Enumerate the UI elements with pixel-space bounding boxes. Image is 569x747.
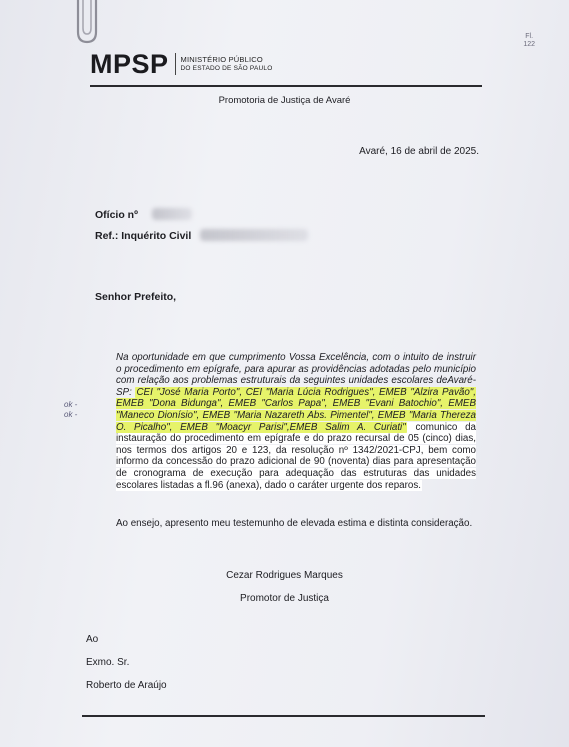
logo-separator bbox=[175, 53, 176, 75]
addressee-name: Roberto de Araújo bbox=[86, 680, 167, 691]
body-rest: comunico da instauração do procedimento em epígrafe e do prazo recursal de 05 (cinco) dias, nos termos dos artigos 20 e 123, da resolução nº 1342/2021-CPJ, bem como informo da concessão do prazo adicional de 90 (noventa) dias para apresentação de cronograma de execução para adequação das estruturas das unidades escolares listadas a fl.96 (anexa), dado o caráter urgente dos reparos. bbox=[116, 421, 476, 491]
mpsp-logo bbox=[90, 50, 272, 78]
oficio-label: Ofício nº bbox=[95, 209, 138, 221]
logo-mark: MPSP bbox=[90, 49, 169, 79]
body-intro: Na oportunidade em que cumprimento Vossa Excelência, com o intuito de instruir o procedimento em epígrafe, para apurar as providências adotadas pelo município com relação aos problemas estruturais da seguintes unidades escolares deAvaré-SP: bbox=[116, 352, 476, 398]
reference-label: Ref.: Inquérito Civil bbox=[95, 230, 192, 242]
addressee-line-1: Ao bbox=[86, 634, 99, 645]
office-name: Promotoria de Justiça de Avaré bbox=[218, 95, 351, 106]
paper-clip-icon bbox=[68, 0, 106, 46]
redacted-inquiry-number bbox=[200, 229, 308, 241]
handwritten-marks: ok - ok - bbox=[64, 400, 78, 419]
header-divider bbox=[90, 85, 482, 87]
body-paragraph-2: Ao ensejo, apresento meu testemunho de elevada estima e distinta consideração. bbox=[116, 518, 473, 529]
body-paragraph-1 bbox=[94, 352, 476, 491]
salutation: Senhor Prefeito, bbox=[95, 291, 177, 303]
page-number-stamp: Fl. 122 bbox=[523, 33, 535, 48]
signer-name: Cezar Rodrigues Marques bbox=[226, 570, 343, 581]
addressee-line-2: Exmo. Sr. bbox=[86, 657, 130, 668]
redacted-oficio-number bbox=[152, 208, 192, 220]
document-date: Avaré, 16 de abril de 2025. bbox=[359, 146, 479, 157]
school-list-highlight: CEI "José Maria Porto", CEI "Maria Lúcia Rodrigues", EMEB "Alzira Pavão", EMEB "Dona Bidunga", EMEB "Carlos Papa", EMEB "Evani Batochio", EMEB "Maneco Dionísio", EMEB "Maria Nazareth Abs. Pimentel", EMEB "Maria Thereza O. Picalho", EMEB "Moacyr Parisi",EMEB Salim A. Curiati" bbox=[116, 386, 476, 433]
signer-title: Promotor de Justiça bbox=[240, 593, 329, 604]
footer-divider bbox=[82, 715, 485, 717]
logo-text: MINISTÉRIO PÚBLICO DO ESTADO DE SÃO PAULO bbox=[180, 55, 273, 72]
